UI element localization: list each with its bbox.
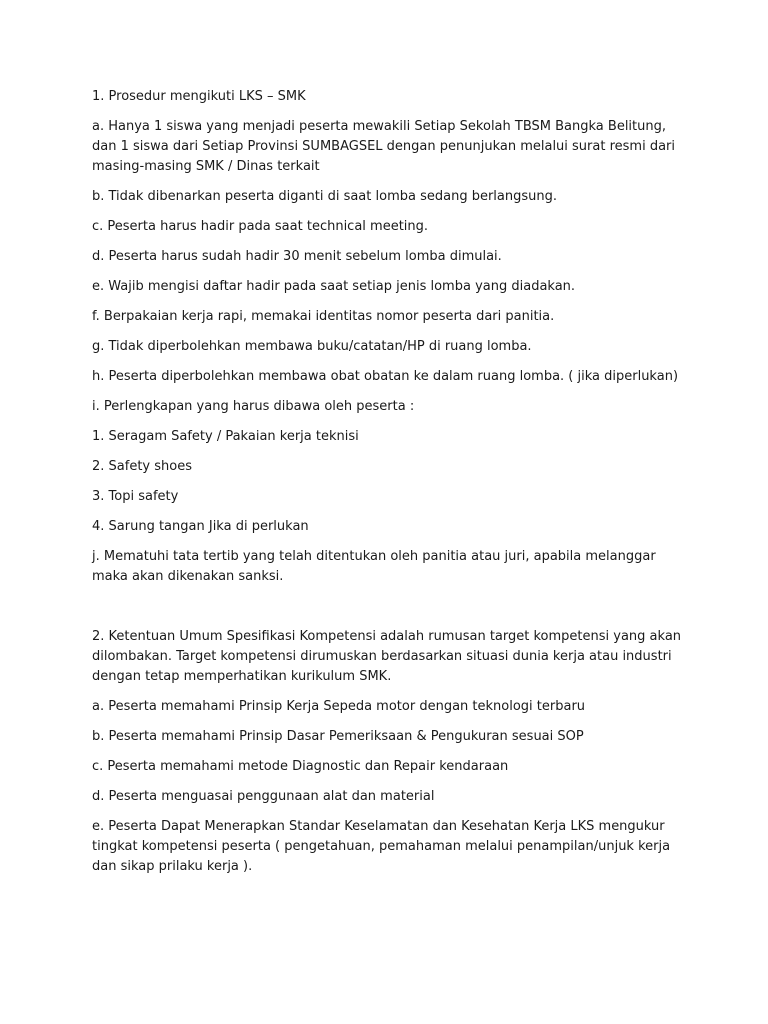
section1-item-b: b. Tidak dibenarkan peserta diganti di saat lomba sedang berlangsung. (92, 189, 557, 204)
section1-item-g: g. Tidak diperbolehkan membawa buku/catatan/HP di ruang lomba. (92, 339, 532, 354)
section-spacer (92, 597, 682, 627)
document-page (92, 87, 682, 887)
section2-item-e: e. Peserta Dapat Menerapkan Standar Keselamatan dan Kesehatan Kerja LKS mengukur tingkat kompetensi peserta ( pengetahuan, pemahaman melalui penampilan/unjuk kerja dan sikap prilaku kerja ). (92, 819, 671, 874)
section2-item-a: a. Peserta memahami Prinsip Kerja Sepeda motor dengan teknologi terbaru (92, 699, 586, 714)
equipment-item-1: 1. Seragam Safety / Pakaian kerja teknisi (92, 429, 359, 444)
section1-item-c: c. Peserta harus hadir pada saat technical meeting. (92, 219, 429, 234)
section1-item-j: j. Mematuhi tata tertib yang telah ditentukan oleh panitia atau juri, apabila melanggar maka akan dikenakan sanksi. (92, 549, 656, 584)
section2-item-b: b. Peserta memahami Prinsip Dasar Pemeriksaan & Pengukuran sesuai SOP (92, 729, 584, 744)
section1-item-f: f. Berpakaian kerja rapi, memakai identitas nomor peserta dari panitia. (92, 309, 555, 324)
section1-item-e: e. Wajib mengisi daftar hadir pada saat setiap jenis lomba yang diadakan. (92, 279, 576, 294)
equipment-item-2: 2. Safety shoes (92, 459, 192, 474)
section1-item-i: i. Perlengkapan yang harus dibawa oleh peserta : (92, 399, 415, 414)
section2-heading: 2. Ketentuan Umum Spesifikasi Kompetensi adalah rumusan target kompetensi yang akan dilombakan. Target kompetensi dirumuskan berdasarkan situasi dunia kerja atau industri dengan tetap memperhatikan kurikulum SMK. (92, 629, 682, 684)
section1-item-d: d. Peserta harus sudah hadir 30 menit sebelum lomba dimulai. (92, 249, 502, 264)
section2-item-d: d. Peserta menguasai penggunaan alat dan material (92, 789, 435, 804)
section2-item-c: c. Peserta memahami metode Diagnostic dan Repair kendaraan (92, 759, 509, 774)
section1-item-a: a. Hanya 1 siswa yang menjadi peserta mewakili Setiap Sekolah TBSM Bangka Belitung, dan 1 siswa dari Setiap Provinsi SUMBAGSEL dengan penunjukan melalui surat resmi dari masing-masing SMK / Dinas terkait (92, 119, 676, 174)
section1-item-h: h. Peserta diperbolehkan membawa obat obatan ke dalam ruang lomba. ( jika diperlukan) (92, 369, 679, 384)
section1-heading: 1. Prosedur mengikuti LKS – SMK (92, 89, 306, 104)
equipment-item-4: 4. Sarung tangan Jika di perlukan (92, 519, 309, 534)
equipment-item-3: 3. Topi safety (92, 489, 179, 504)
